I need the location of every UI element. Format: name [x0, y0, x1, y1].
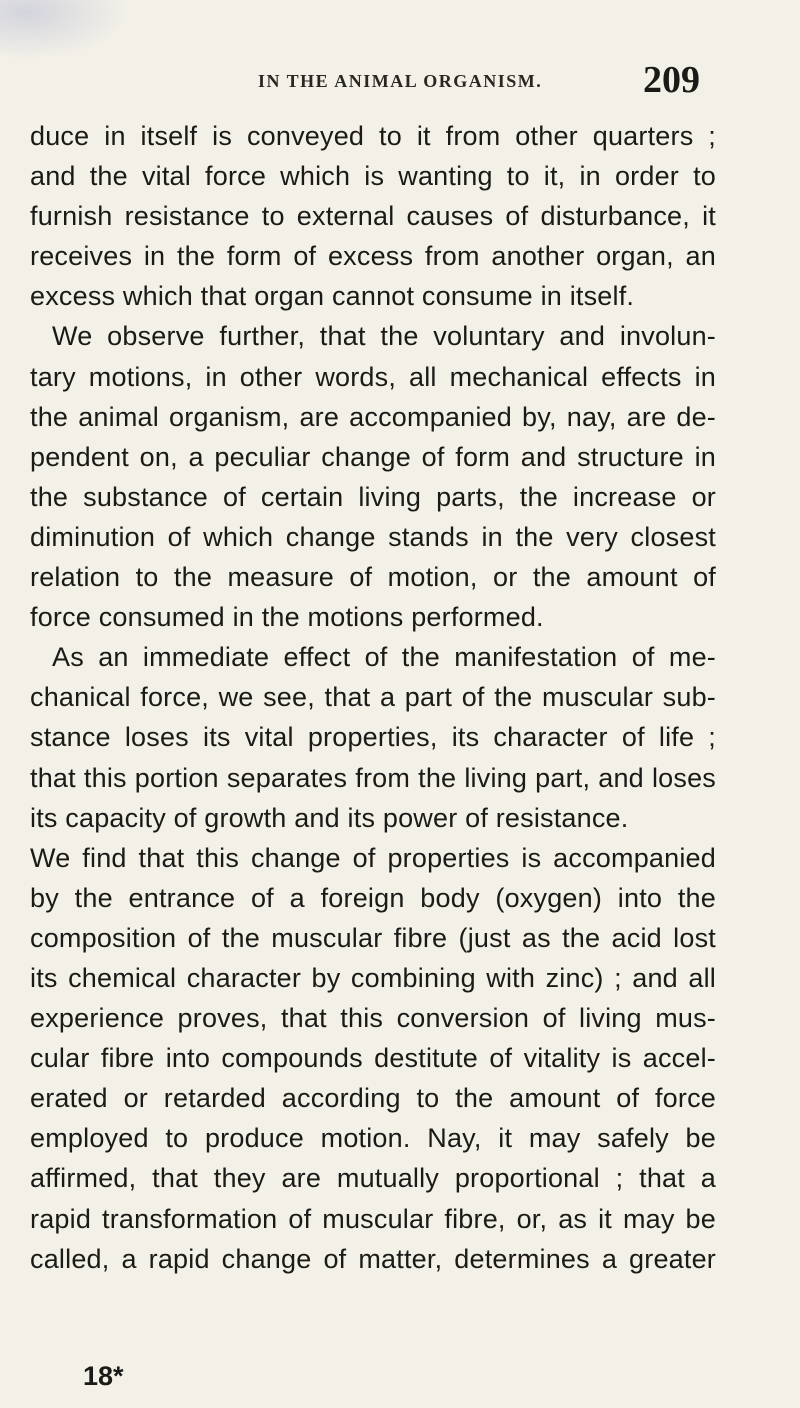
text-line: chanical force, we see, that a part of the muscular sub-: [30, 682, 716, 713]
text-line: duce in itself is conveyed to it from other quarters ;: [30, 121, 716, 151]
text-line: that this portion separates from the living part, and loses: [30, 762, 716, 793]
text-line: its capacity of growth and its power of resistance.: [30, 802, 629, 833]
text-line: the animal organism, are accompanied by, nay, are de-: [30, 401, 716, 432]
text-line: relation to the measure of motion, or the amount of: [30, 562, 716, 593]
signature-mark: 18*: [83, 1361, 124, 1391]
text-line: and the vital force which is wanting to it, in order to: [30, 161, 716, 192]
text-line: erated or retarded according to the amount of force: [30, 1083, 716, 1114]
page-number: 209: [643, 59, 700, 101]
text-line: As an immediate effect of the manifestation of me-: [52, 642, 716, 673]
body-text: [30, 116, 716, 1279]
running-title: IN THE ANIMAL ORGANISM.: [258, 71, 543, 91]
text-line: excess which that organ cannot consume in itself.: [30, 281, 635, 312]
text-line: diminution of which change stands in the very closest: [30, 521, 716, 552]
text-line: affirmed, that they are mutually proportional ; that a: [30, 1163, 716, 1194]
text-line: the substance of certain living parts, the increase or: [30, 481, 716, 512]
page-stain: [0, 0, 130, 60]
text-line: We find that this change of properties is accompanied: [30, 842, 716, 873]
text-line: furnish resistance to external causes of disturbance, it: [30, 201, 716, 232]
text-line: called, a rapid change of matter, determines a greater: [30, 1243, 716, 1274]
text-line: by the entrance of a foreign body (oxygen) into the: [30, 882, 716, 913]
text-line: experience proves, that this conversion of living mus-: [30, 1003, 716, 1034]
text-line: We observe further, that the voluntary and involun-: [52, 321, 716, 352]
text-line: tary motions, in other words, all mechanical effects in: [30, 361, 716, 392]
text-line: cular fibre into compounds destitute of vitality is accel-: [30, 1043, 716, 1074]
text-line: employed to produce motion. Nay, it may safely be: [30, 1123, 716, 1154]
text-line: composition of the muscular fibre (just as the acid lost: [30, 922, 716, 953]
text-line: its chemical character by combining with zinc) ; and all: [30, 962, 716, 993]
text-line: pendent on, a peculiar change of form and structure in: [30, 441, 716, 472]
text-line: rapid transformation of muscular fibre, or, as it may be: [30, 1203, 716, 1234]
running-head: [0, 58, 800, 108]
text-line: receives in the form of excess from another organ, an: [30, 241, 716, 272]
text-line: stance loses its vital properties, its character of life ;: [30, 722, 716, 753]
text-line: force consumed in the motions performed.: [30, 602, 544, 633]
